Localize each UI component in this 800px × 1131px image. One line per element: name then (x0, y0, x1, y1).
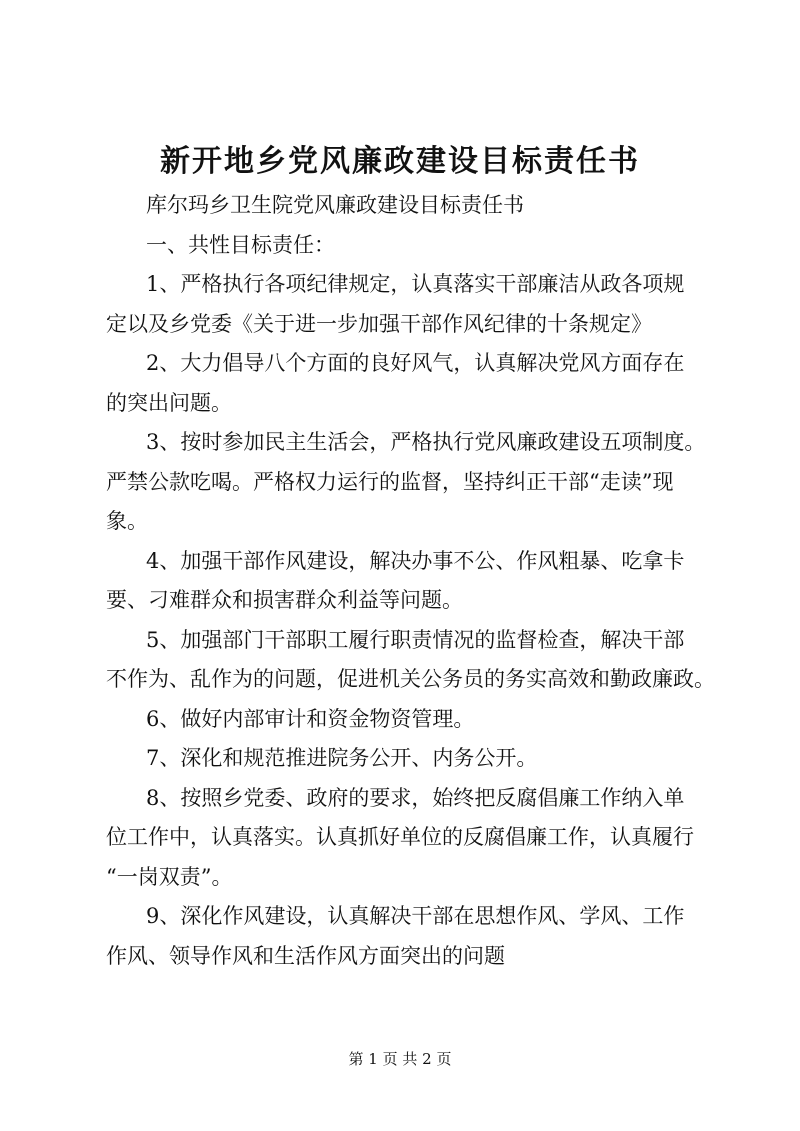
paragraph-line: 1、严格执行各项纪律规定，认真落实干部廉洁从政各项规 (146, 272, 685, 296)
document-body (106, 186, 720, 976)
paragraph-line: 4、加强干部作风建设，解决办事不公、作风粗暴、吃拿卡 (146, 548, 685, 573)
section-heading: 一、共性目标责任： (146, 232, 335, 257)
paragraph-line: 不作为、乱作为的问题，促进机关公务员的务实高效和勤政廉政。 (106, 667, 715, 691)
document-title: 新开地乡党风廉政建设目标责任书 (160, 144, 640, 179)
paragraph-line: 7、深化和规范推进院务公开、内务公开。 (146, 746, 538, 770)
paragraph-line: 定以及乡党委《关于进一步加强干部作风纪律的十条规定》 (106, 311, 652, 336)
paragraph-line: 2、大力倡导八个方面的良好风气，认真解决党风方面存在 (146, 351, 685, 375)
paragraph-line: “一岗双责”。 (106, 864, 233, 889)
paragraph-line: 9、深化作风建设，认真解决干部在思想作风、学风、工作 (146, 904, 685, 928)
paragraph-line: 的突出问题。 (106, 390, 232, 415)
subtitle-line: 库尔玛乡卫生院党风廉政建设目标责任书 (146, 193, 524, 217)
paragraph-line: 3、按时参加民主生活会，严格执行党风廉政建设五项制度。 (146, 430, 706, 454)
paragraph-line: 5、加强部门干部职工履行职责情况的监督检查，解决干部 (146, 627, 685, 652)
paragraph-line: 位工作中，认真落实。认真抓好单位的反腐倡廉工作，认真履行 (106, 825, 694, 849)
paragraph-line: 象。 (106, 509, 148, 533)
paragraph-line: 要、刁难群众和损害群众利益等问题。 (106, 588, 463, 612)
paragraph-line: 严禁公款吃喝。严格权力运行的监督，坚持纠正干部“走读”现 (106, 469, 674, 494)
paragraph-line: 6、做好内部审计和资金物资管理。 (146, 706, 475, 731)
paragraph-line: 作风、领导作风和生活作风方面突出的问题 (106, 943, 505, 968)
paragraph-line: 8、按照乡党委、政府的要求，始终把反腐倡廉工作纳入单 (146, 785, 685, 810)
page-footer: 第 1 页 共 2 页 (348, 1050, 452, 1068)
